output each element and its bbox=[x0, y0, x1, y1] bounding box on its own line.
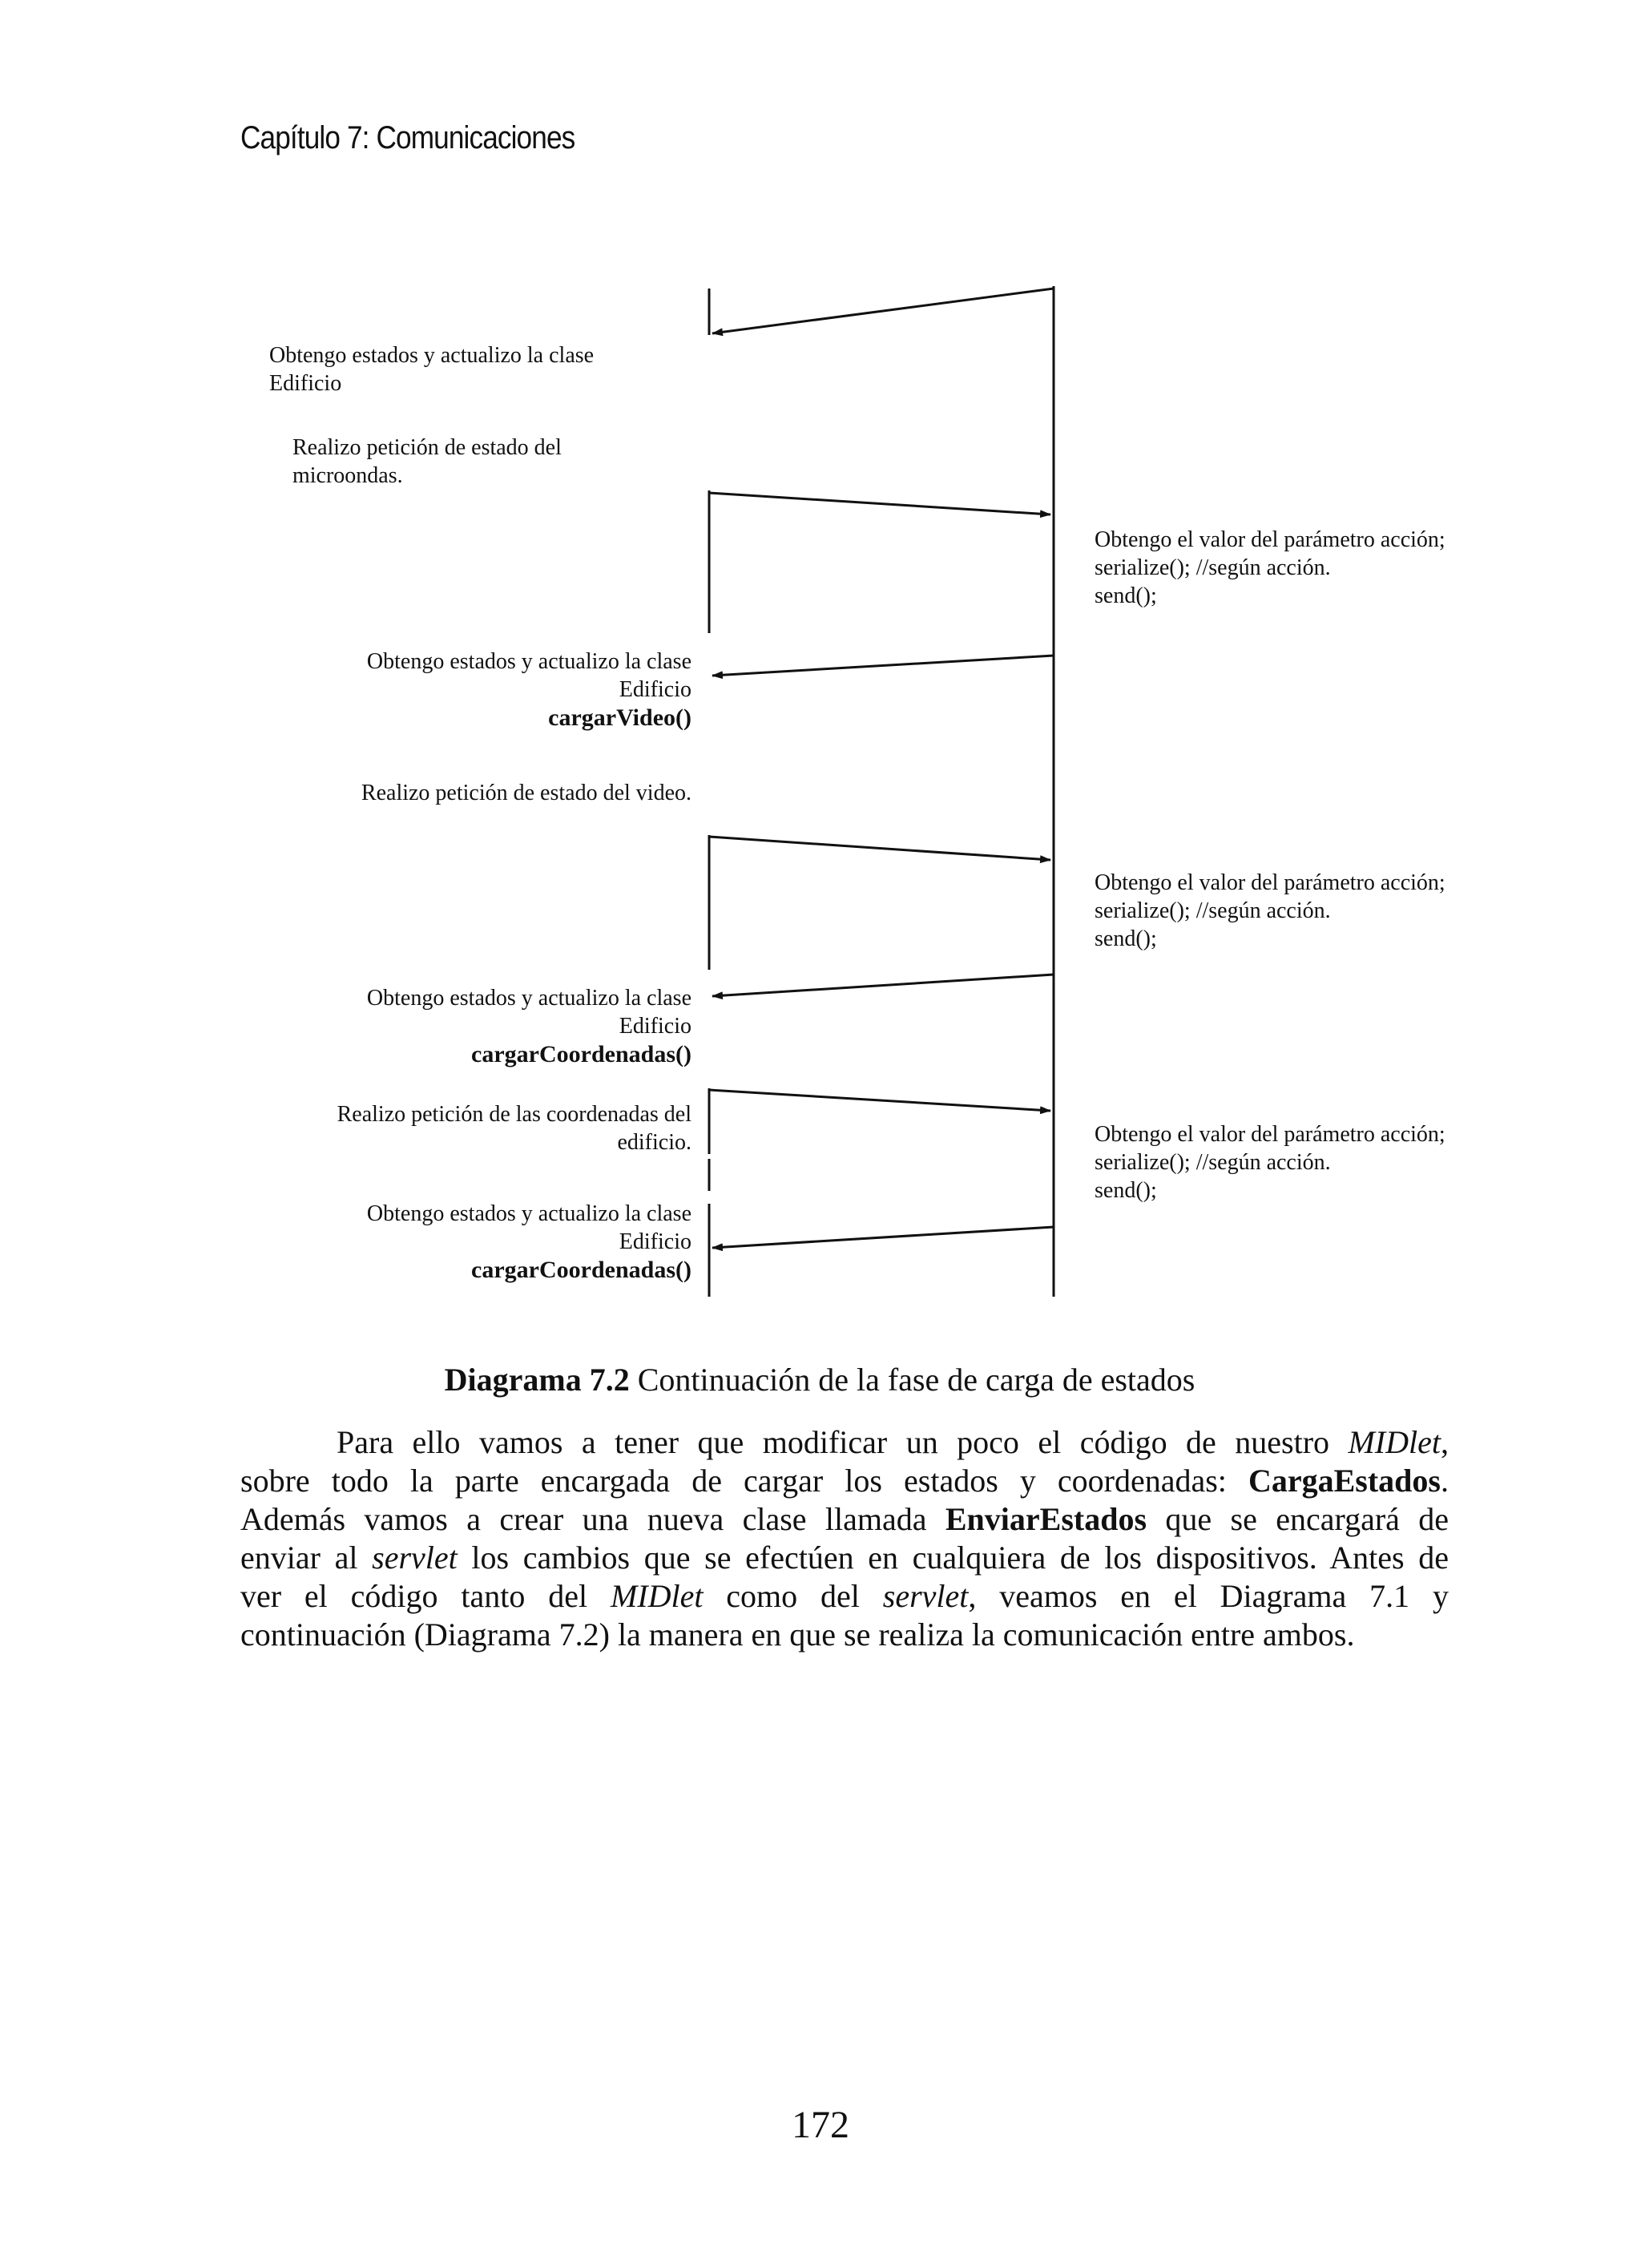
servlet-note-2: Obtengo el valor del parámetro acción; serialize(); //según acción. send(); bbox=[1095, 870, 1445, 951]
message-arrow-4 bbox=[709, 837, 1050, 860]
diagram-caption bbox=[240, 1361, 1399, 1398]
caption-label: Diagrama 7.2 bbox=[444, 1362, 630, 1398]
midlet-note-1: Obtengo estados y actualizo la clase Edificio bbox=[269, 343, 595, 396]
message-arrow-2 bbox=[709, 493, 1050, 515]
servlet-note-1: Obtengo el valor del parámetro acción; serialize(); //según acción. send(); bbox=[1095, 527, 1445, 608]
paragraph-line-5: ver el código tanto del MIDlet como del servlet, veamos en el Diagrama 7.1 y bbox=[240, 1578, 1449, 1614]
method-cargarCoordenadas: cargarCoordenadas() bbox=[471, 1041, 691, 1067]
midlet-note-7: Obtengo estados y actualizo la clase Edificio cargarCoordenadas() bbox=[366, 1201, 691, 1283]
paragraph-line-2: sobre todo la parte encargada de cargar los estados y coordenadas: CargaEstados. bbox=[240, 1463, 1449, 1499]
paragraph-line-1: Para ello vamos a tener que modificar un poco el código de nuestro MIDlet, bbox=[337, 1424, 1449, 1460]
caption-text: Continuación de la fase de carga de estados bbox=[629, 1362, 1195, 1398]
method-cargarVideo: cargarVideo() bbox=[548, 704, 691, 731]
message-arrow-6 bbox=[709, 1090, 1050, 1111]
servlet-note-3: Obtengo el valor del parámetro acción; serialize(); //según acción. send(); bbox=[1095, 1122, 1445, 1203]
paragraph-line-6: continuación (Diagrama 7.2) la manera en que se realiza la comunicación entre ambos. bbox=[240, 1616, 1355, 1653]
message-arrow-1 bbox=[712, 289, 1054, 333]
midlet-note-5: Obtengo estados y actualizo la clase Edificio cargarCoordenadas() bbox=[366, 986, 691, 1067]
paragraph-line-4: enviar al servlet los cambios que se efectúen en cualquiera de los dispositivos. Antes de bbox=[240, 1540, 1449, 1576]
paragraph-line-3: Además vamos a crear una nueva clase llamada EnviarEstados que se encargará de bbox=[240, 1501, 1449, 1537]
midlet-note-4: Realizo petición de estado del video. bbox=[361, 781, 691, 805]
message-arrow-3 bbox=[712, 656, 1054, 676]
body-paragraph bbox=[240, 1423, 1449, 1654]
midlet-note-6: Realizo petición de las coordenadas del edificio. bbox=[337, 1102, 691, 1155]
message-arrow-5 bbox=[712, 975, 1054, 996]
midlet-note-2: Realizo petición de estado del microondas. bbox=[292, 435, 562, 488]
midlet-note-3: Obtengo estados y actualizo la clase Edificio cargarVideo() bbox=[366, 649, 691, 731]
method-cargarCoordenadas: cargarCoordenadas() bbox=[471, 1257, 691, 1283]
chapter-header: Capítulo 7: Comunicaciones bbox=[240, 120, 575, 155]
message-arrow-7 bbox=[712, 1227, 1054, 1248]
page-number: 172 bbox=[792, 2104, 849, 2146]
